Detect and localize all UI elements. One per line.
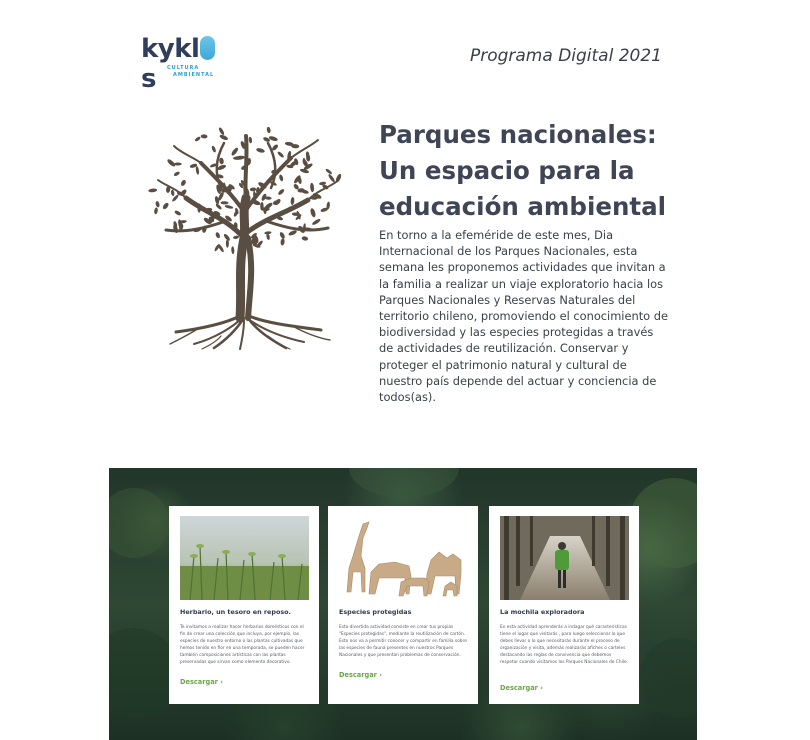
logo-wordmark: kykls xyxy=(141,34,231,94)
download-link[interactable]: Descargar › xyxy=(500,684,543,692)
title-line-2: Un espacio para la xyxy=(379,156,635,185)
tree-leaf xyxy=(218,127,225,136)
tree-leaf xyxy=(233,235,239,239)
tree-leaf xyxy=(171,189,175,196)
tree-leaf xyxy=(173,171,180,177)
tree-leaf xyxy=(224,204,233,209)
tree-leaf xyxy=(215,232,221,239)
tree-leaf xyxy=(154,207,158,214)
activity-card-especies[interactable] xyxy=(328,506,478,704)
tree-leaf xyxy=(166,158,176,168)
tree-leaf xyxy=(266,233,271,240)
tree-leaf xyxy=(248,136,252,143)
tree-leaf xyxy=(280,238,285,246)
tree-leaf xyxy=(256,147,266,153)
tree-leaf xyxy=(288,230,298,237)
tree-leaf xyxy=(290,197,294,205)
tree-leaf xyxy=(325,168,333,175)
tree-leaf xyxy=(195,166,199,175)
download-link[interactable]: Descargar › xyxy=(180,678,223,686)
card-description: Te invitamos a realizar hacer herbarios domésticos con el fin de crear una colección que incluya, por ejemplo, las especies de nuestro entorno o las plantas cultivadas que hemos tenido en flor en una temporada, se pueden hacer también composiciones artísticas con las plantas preservadas que sirvan como elemento decorativo. xyxy=(180,625,305,665)
tree-leaf xyxy=(311,218,321,226)
tree-leaf xyxy=(250,187,257,191)
tree-leaf xyxy=(277,188,285,196)
mochila-image xyxy=(500,516,629,600)
tree-leaf xyxy=(215,203,223,210)
logo-o-icon xyxy=(200,36,215,60)
card-description: En esta actividad aprenderás a indagar qué características tiene el lugar que visitarás , para luego seleccionar lo que debes llevar o lo que necesitarás durante el proceso de organización y visita, además realizarás afiches o carteles destacando las reglas de convivencia que debemos respetar cuando visitamos los Parques Nacionales de Chile. xyxy=(500,625,628,665)
tree-leaf xyxy=(162,202,170,210)
tree-leaf xyxy=(310,183,315,193)
logo-subtitle-1: CULTURA xyxy=(167,65,200,71)
kyklos-logo[interactable] xyxy=(141,34,231,94)
tree-leaf xyxy=(266,127,271,134)
download-link[interactable]: Descargar › xyxy=(339,671,382,679)
title-line-3: educación ambiental xyxy=(379,192,667,221)
page-title xyxy=(379,117,679,225)
tree-leaf xyxy=(219,157,224,164)
tree-leaf xyxy=(310,208,317,218)
card-title: Herbario, un tesoro en reposo. xyxy=(180,608,291,616)
tree-leaf xyxy=(230,147,239,157)
tree-leaf xyxy=(194,136,201,142)
program-label: Programa Digital 2021 xyxy=(469,46,662,66)
card-title: Especies protegidas xyxy=(339,608,412,616)
card-description: Esta divertida actividad consiste en crear tus propias "Especies protegidas", mediante la reutilización de cartón. Esto nos va a permitir conocer y compartir en familia sobre las especies de fauna presentes en nuestros Parques Nacionales y que presentan problemas de conservación. xyxy=(339,625,467,658)
logo-subtitle-2: AMBIENTAL xyxy=(173,72,215,78)
tree-leaf xyxy=(279,174,284,182)
tree-leaf xyxy=(174,210,182,217)
tree-leaf xyxy=(211,145,217,153)
tree-illustration xyxy=(136,118,356,350)
tree-leaf xyxy=(327,173,335,183)
tree-leaf xyxy=(155,201,160,208)
especies-image xyxy=(339,516,468,600)
tree-leaf xyxy=(219,134,229,141)
tree-leaf xyxy=(231,246,235,254)
intro-paragraph: En torno a la efeméride de este mes, Dia Internacional de los Parques Nacionales, esta semana les proponemos actividades que invitan a la familia a realizar un viaje exploratorio hacia los Parques Nacionales y Reservas Naturales del territorio chileno, promoviendo el conocimiento de biodiversidad y las especies protegidas a través de actividades de reutilización. Conservar y proteger el patrimonio natural y cultural de nuestro país depende del actuar y conciencia de todos(as). xyxy=(379,228,668,405)
tree-leaf xyxy=(148,188,157,193)
tree-leaf xyxy=(201,134,208,138)
activity-card-mochila[interactable] xyxy=(489,506,639,704)
card-title: La mochila exploradora xyxy=(500,608,585,616)
forest-background xyxy=(109,468,697,740)
tree-leaf xyxy=(277,151,285,159)
title-line-1: Parques nacionales: xyxy=(379,120,657,149)
tree-leaf xyxy=(279,231,286,239)
tree-leaf xyxy=(301,236,308,241)
tree-leaf xyxy=(220,201,228,204)
activity-card-herbario[interactable] xyxy=(169,506,319,704)
herbario-image xyxy=(180,516,309,600)
tree-leaf xyxy=(180,179,187,187)
